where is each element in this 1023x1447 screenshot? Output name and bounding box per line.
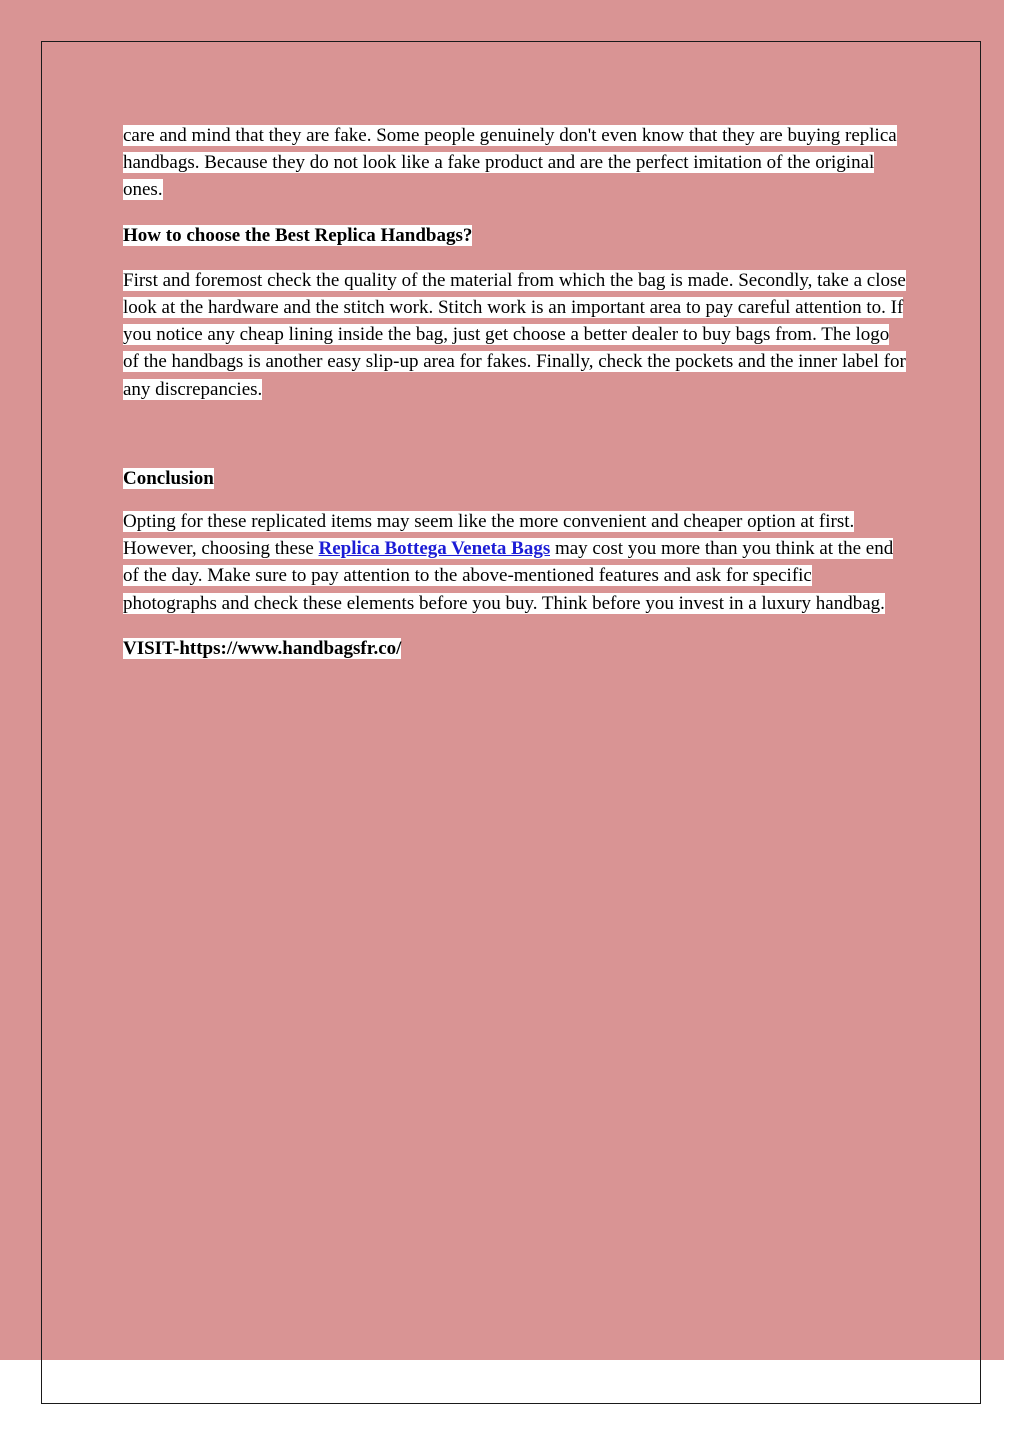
visit-url-text: VISIT-https://www.handbagsfr.co/ (123, 637, 402, 659)
paragraph-conclusion-text-after: may cost you more than you think at the end of the day. Make sure to pay attention to the above-mentioned features and ask for specific photographs and check these elements before you buy. Think before you invest in a luxury handbag. (123, 538, 894, 614)
replica-bottega-veneta-link[interactable]: Replica Bottega Veneta Bags (318, 538, 551, 560)
heading-conclusion (123, 465, 908, 492)
document-body (123, 122, 908, 662)
paragraph-conclusion (123, 508, 908, 617)
heading-conclusion-text: Conclusion (123, 467, 214, 489)
visit-url-line (123, 635, 908, 662)
paragraph-choose-tips-text: First and foremost check the quality of the material from which the bag is made. Secondly, take a close look at the hardware and the stitch work. Stitch work is an important area to pay careful attention to. If you notice any cheap lining inside the bag, just get choose a better dealer to buy bags from. The logo of the handbags is another easy slip-up area for fakes. Finally, check the pockets and the inner label for any discrepancies. (123, 269, 906, 400)
paragraph-conclusion-text-before: Opting for these replicated items may seem like the more convenient and cheaper option at first. However, choosing these (123, 511, 855, 560)
paragraph-intro-text: care and mind that they are fake. Some people genuinely don't even know that they are buying replica handbags. Because they do not look like a fake product and are the perfect imitation of the original ones. (123, 125, 897, 201)
paragraph-choose-tips (123, 267, 908, 403)
heading-how-to-choose-text: How to choose the Best Replica Handbags? (123, 224, 473, 246)
paragraph-intro (123, 122, 908, 204)
spacer (123, 403, 908, 465)
heading-how-to-choose (123, 222, 908, 249)
